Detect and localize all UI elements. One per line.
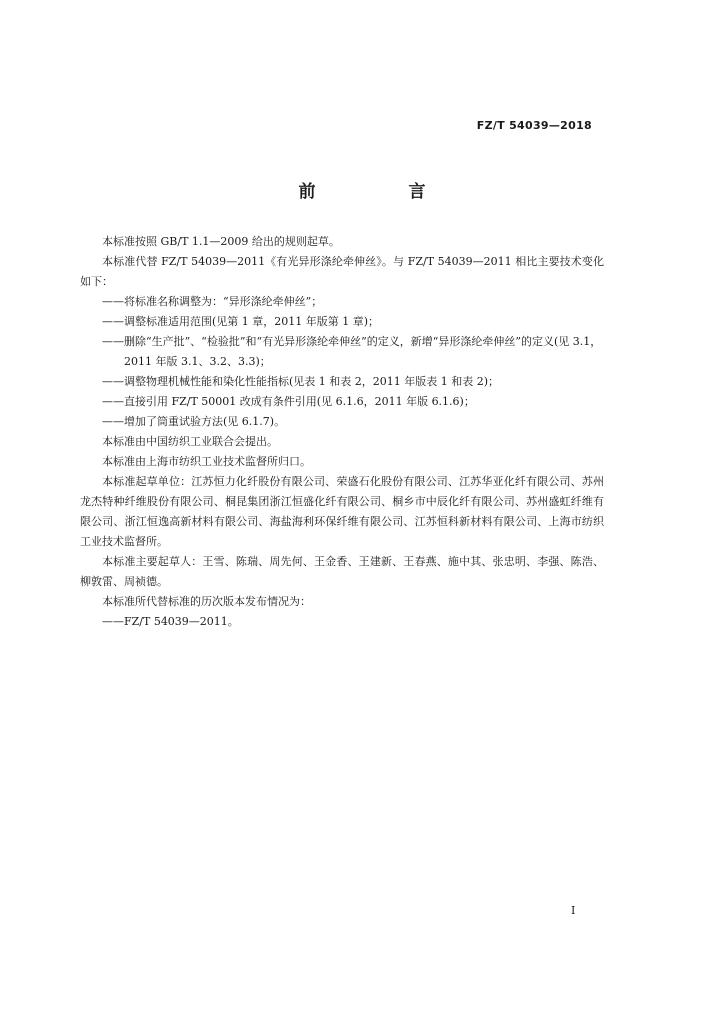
standard-number: FZ/T 54039—2018 xyxy=(476,119,592,132)
paragraph-drafting-units: 本标准起草单位：江苏恒力化纤股份有限公司、荣盛石化股份有限公司、江苏华亚化纤有限公司、苏州龙杰特种纤维股份有限公司、桐昆集团浙江恒盛化纤有限公司、桐乡市中辰化纤有限公司、苏州盛虹纤维有限公司、浙江恒逸高新材料有限公司、海盐海利环保纤维有限公司、江苏恒科新材料有限公司、上海市纺织工业技术监督所。 xyxy=(80,475,604,548)
history-list xyxy=(80,612,604,632)
paragraph-proposed-by: 本标准由中国纺织工业联合会提出。 xyxy=(102,435,278,448)
paragraph-history-intro: 本标准所代替标准的历次版本发布情况为： xyxy=(102,595,311,608)
page-number: I xyxy=(571,904,576,917)
list-item: ——将标准名称调整为：“异形涤纶牵伸丝”； xyxy=(102,295,323,308)
list-item: ——调整标准适用范围(见第 1 章，2011 年版第 1 章)； xyxy=(102,315,380,328)
paragraph-replacement: 本标准代替 FZ/T 54039—2011《有光异形涤纶牵伸丝》。与 FZ/T 54039—2011 相比主要技术变化如下： xyxy=(80,255,604,288)
list-item: ——FZ/T 54039—2011。 xyxy=(102,615,239,628)
changes-list xyxy=(80,292,604,432)
paragraph-centralized-by: 本标准由上海市纺织工业技术监督所归口。 xyxy=(102,455,311,468)
foreword-body xyxy=(80,232,604,632)
paragraph-drafting-rules: 本标准按照 GB/T 1.1—2009 给出的规则起草。 xyxy=(102,235,340,248)
list-item: ——直接引用 FZ/T 50001 改成有条件引用(见 6.1.6，2011 年版 6.1.6)； xyxy=(102,395,475,408)
list-item: ——调整物理机械性能和染化性能指标(见表 1 和表 2，2011 年版表 1 和表 2)； xyxy=(102,375,500,388)
list-item: ——增加了筒重试验方法(见 6.1.7)。 xyxy=(102,415,286,428)
paragraph-drafters: 本标准主要起草人：王雪、陈瑞、周先何、王金香、王建新、王春燕、施中其、张忠明、李强、陈浩、柳敦雷、周祯德。 xyxy=(80,555,604,588)
list-item: ——删除“生产批”、“检验批”和“有光异形涤纶牵伸丝”的定义，新增“异形涤纶牵伸丝”的定义(见 3.1，2011 年版 3.1、3.2、3.3)； xyxy=(102,335,602,368)
page-title: 前 言 xyxy=(298,182,464,202)
